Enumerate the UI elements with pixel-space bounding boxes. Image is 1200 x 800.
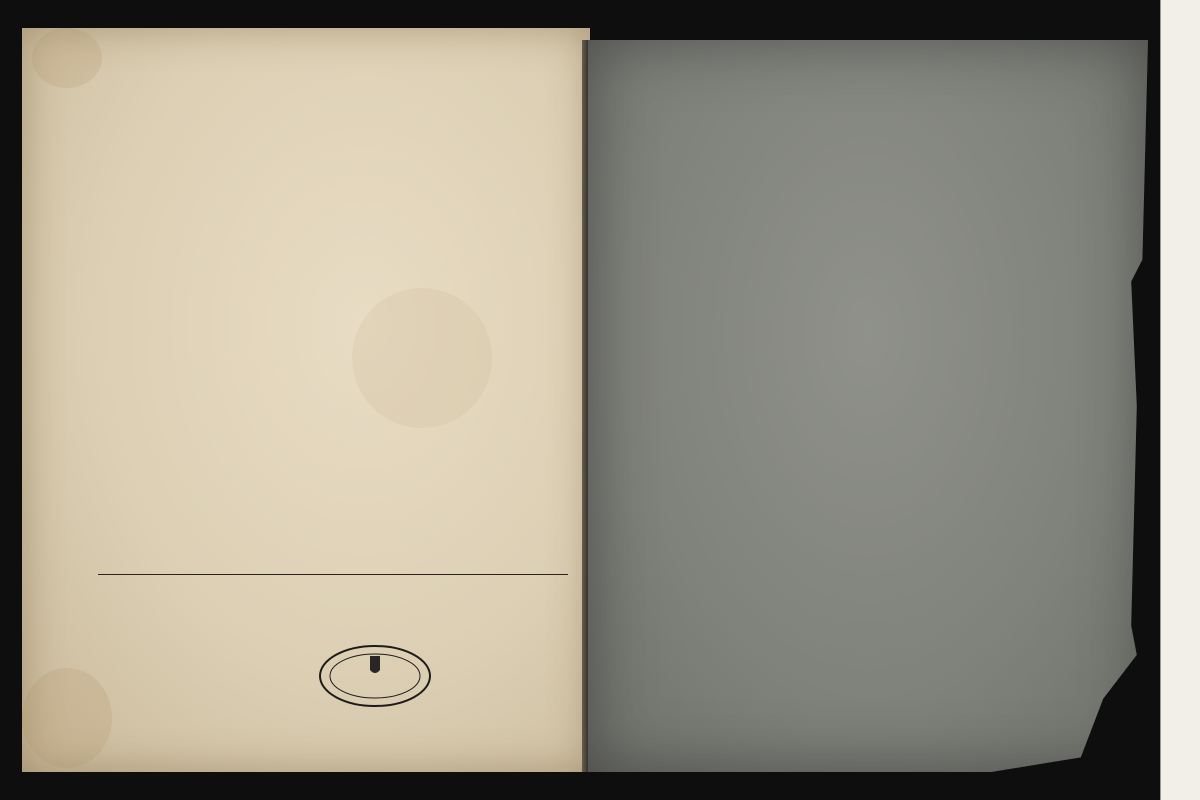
coat-of-arms-icon <box>370 656 380 673</box>
paper-stain <box>22 668 112 768</box>
right-page-cover <box>588 40 1148 772</box>
library-stamp <box>318 644 432 708</box>
measurement-ruler <box>1160 0 1200 800</box>
paper-stain <box>32 28 102 88</box>
paper-stain <box>352 288 492 428</box>
left-page <box>22 28 590 772</box>
ruler-scale <box>1161 0 1200 800</box>
divider-rule <box>98 574 568 575</box>
